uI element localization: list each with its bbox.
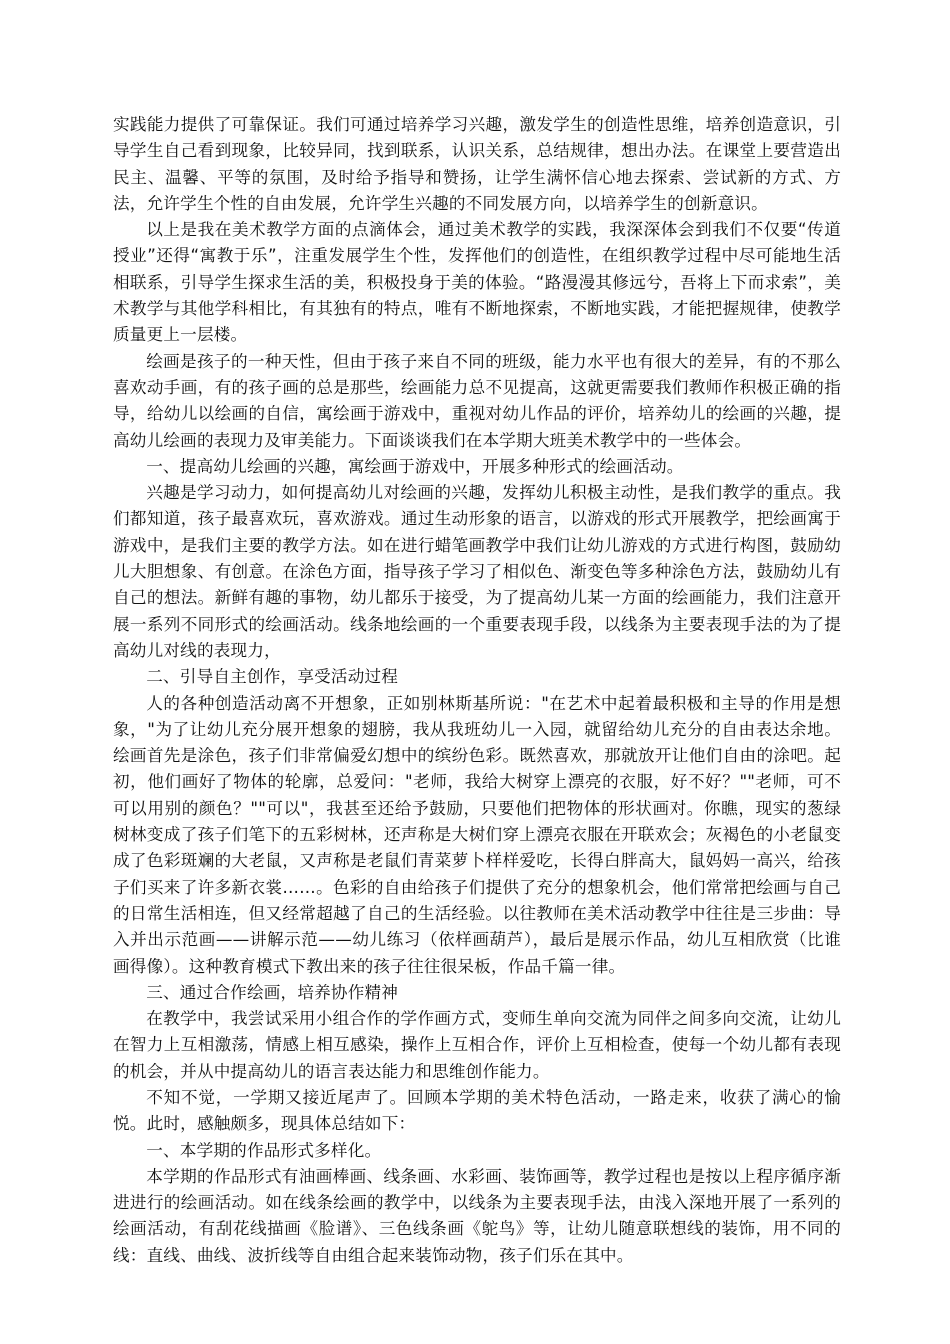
- paragraph: 不知不觉，一学期又接近尾声了。回顾本学期的美术特色活动，一路走来，收获了满心的愉悦。此时，感触颇多，现具体总结如下：: [113, 1087, 841, 1134]
- paragraph: 兴趣是学习动力，如何提高幼儿对绘画的兴趣，发挥幼儿积极主动性，是我们教学的重点。我们都知道，孩子最喜欢玩，喜欢游戏。通过生动形象的语言，以游戏的形式开展教学，把绘画寓于游戏中，是我们主要的教学方法。如在进行蜡笔画教学中我们让幼儿游戏的方式进行构图，鼓励幼儿大胆想象、有创意。在涂色方面，指导孩子学习了相似色、渐变色等多种涂色方法，鼓励幼儿有自己的想法。新鲜有趣的事物，幼儿都乐于接受，为了提高幼儿某一方面的绘画能力，我们注意开展一系列不同形式的绘画活动。线条地绘画的一个重要表现手段，以线条为主要表现手法的为了提高幼儿对线的表现力，: [113, 483, 841, 660]
- paragraph: 在教学中，我尝试采用小组合作的学作画方式，变师生单向交流为同伴之间多向交流，让幼儿在智力上互相激荡，情感上相互感染，操作上互相合作，评价上互相检查，使每一个幼儿都有表现的机会，并从中提高幼儿的语言表达能力和思维创作能力。: [113, 1009, 841, 1081]
- paragraph: 绘画是孩子的一种天性，但由于孩子来自不同的班级，能力水平也有很大的差异，有的不那么喜欢动手画，有的孩子画的总是那些，绘画能力总不见提高，这就更需要我们教师作积极正确的指导，给幼儿以绘画的自信，寓绘画于游戏中，重视对幼儿作品的评价，培养幼儿的绘画的兴趣，提高幼儿绘画的表现力及审美能力。下面谈谈我们在本学期大班美术教学中的一些体会。: [113, 351, 841, 450]
- paragraph: 人的各种创造活动离不开想象，正如别林斯基所说："在艺术中起着最积极和主导的作用是想象，"为了让幼儿充分展开想象的翅膀，我从我班幼儿一入园，就留给幼儿充分的自由表达余地。绘画首先是涂色，孩子们非常偏爱幻想中的缤纷色彩。既然喜欢，那就放开让他们自由的涂吧。起初，他们画好了物体的轮廓，总爱问："老师，我给大树穿上漂亮的衣服，好不好？""老师，可不可以用别的颜色？""可以"，我甚至还给予鼓励，只要他们把物体的形状画对。你瞧，现实的葱绿树林变成了孩子们笔下的五彩树林，还声称是大树们穿上漂亮衣服在开联欢会；灰褐色的小老鼠变成了色彩斑斓的大老鼠，又声称是老鼠们青菜萝卜样样爱吃，长得白胖高大，鼠妈妈一高兴，给孩子们买来了许多新衣裳……。色彩的自由给孩子们提供了充分的想象机会，他们常常把绘画与自己的日常生活相连，但又经常超越了自己的生活经验。以往教师在美术活动教学中往往是三步曲：导入并出示范画——讲解示范——幼儿练习（依样画葫芦），最后是展示作品，幼儿互相欣赏（比谁画得像）。这种教育模式下教出来的孩子往往很呆板，作品千篇一律。: [113, 693, 841, 976]
- section-heading: 一、提高幼儿绘画的兴趣，寓绘画于游戏中，开展多种形式的绘画活动。: [146, 456, 684, 476]
- paragraph: 以上是我在美术教学方面的点滴体会，通过美术教学的实践，我深深体会到我们不仅要“传道授业”还得“寓教于乐”，注重发展学生个性，发挥他们的创造性，在组织教学过程中尽可能地生活相联系，引导学生探求生活的美，积极投身于美的体验。“路漫漫其修远兮，吾将上下而求索”，美术教学与其他学科相比，有其独有的特点，唯有不断地探索，不断地实践，才能把握规律，使教学质量更上一层楼。: [113, 220, 841, 345]
- section-heading: 一、本学期的作品形式多样化。: [146, 1140, 382, 1160]
- section-heading: 二、引导自主创作，享受活动过程: [146, 667, 399, 687]
- paragraph: 实践能力提供了可靠保证。我们可通过培养学习兴趣，激发学生的创造性思维，培养创造意识，引导学生自己看到现象，比较异同，找到联系，认识关系，总结规律，想出办法。在课堂上要营造出民主、温馨、平等的氛围，及时给予指导和赞扬，让学生满怀信心地去探索、尝试新的方式、方法，允许学生个性的自由发展，允许学生兴趣的不同发展方向，以培养学生的创新意识。: [113, 115, 841, 213]
- document-page: [113, 112, 841, 1269]
- paragraph: 本学期的作品形式有油画棒画、线条画、水彩画、装饰画等，教学过程也是按以上程序循序渐进进行的绘画活动。如在线条绘画的教学中，以线条为主要表现手法，由浅入深地开展了一系列的绘画活动，有刮花线描画《脸谱》、三色线条画《鸵鸟》等，让幼儿随意联想线的装饰，用不同的线：直线、曲线、波折线等自由组合起来装饰动物，孩子们乐在其中。: [113, 1166, 841, 1265]
- section-heading: 三、通过合作绘画，培养协作精神: [146, 982, 399, 1002]
